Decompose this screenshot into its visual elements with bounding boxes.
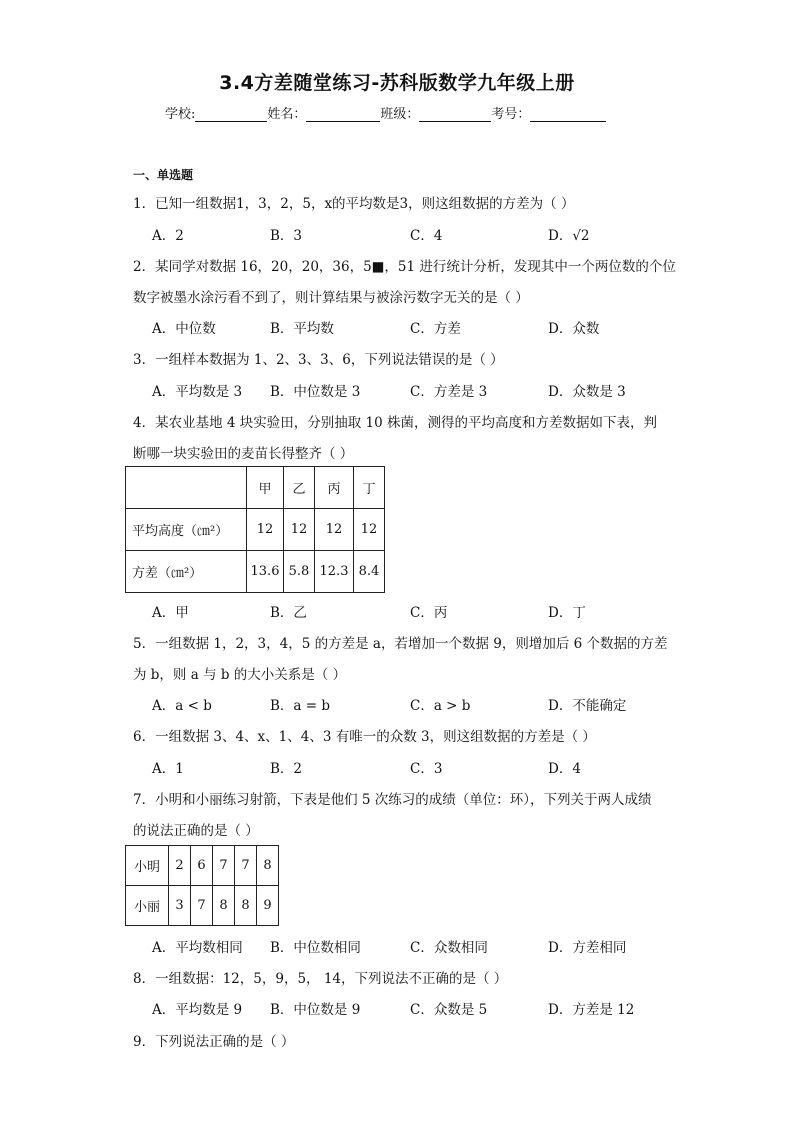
table-cell: 12.3 <box>315 551 354 593</box>
option-b: B．平均数 <box>270 321 334 337</box>
question-3: 3．一组样本数据为 1、2、3、3、6，下列说法错误的是（ ） <box>133 352 504 368</box>
option-c: C．方差 <box>410 321 461 337</box>
table-cell: 7 <box>213 846 235 886</box>
option-b: B．3 <box>270 228 303 244</box>
student-info-line <box>165 103 606 122</box>
option-a: A．2 <box>152 228 184 244</box>
table-cell: 12 <box>315 509 354 551</box>
section-heading: 一、单选题 <box>133 168 194 182</box>
table-row-label: 平均高度（㎝²） <box>126 509 247 551</box>
option-c: C．方差是 3 <box>410 384 488 400</box>
question-2-line-1: 2．某同学对数据 16，20，20，36，5■，51 进行统计分析，发现其中一个两位数的个位 <box>133 259 676 275</box>
table-header-cell: 甲 <box>247 467 284 509</box>
table-cell <box>126 467 247 509</box>
table-row <box>126 846 279 886</box>
question-7-line-1: 7．小明和小丽练习射箭，下表是他们 5 次练习的成绩（单位：环），下列关于两人成绩 <box>133 792 652 808</box>
table-cell: 9 <box>257 886 279 926</box>
option-d: D．丁 <box>548 605 586 621</box>
table-cell: 8.4 <box>354 551 385 593</box>
option-a: A．a < b <box>152 698 212 714</box>
table-header-row <box>126 467 385 509</box>
question-8: 8．一组数据：12，5，9，5， 14，下列说法不正确的是（ ） <box>133 971 508 987</box>
question-7-line-2: 的说法正确的是（ ） <box>133 823 259 839</box>
option-a: A．平均数是 9 <box>152 1002 243 1018</box>
option-d: D．方差是 12 <box>548 1002 635 1018</box>
option-a: A．1 <box>152 761 184 777</box>
table-cell: 7 <box>191 886 213 926</box>
table-cell: 12 <box>284 509 315 551</box>
option-c: C．3 <box>410 761 443 777</box>
question-4-line-1: 4．某农业基地 4 块实验田，分别抽取 10 株菌，测得的平均高度和方差数据如下表，判 <box>133 415 658 431</box>
question-5-line-2: 为 b，则 a 与 b 的大小关系是（ ） <box>133 667 347 683</box>
option-d: D．不能确定 <box>548 698 627 714</box>
table-cell: 8 <box>235 886 257 926</box>
table-header-cell: 丙 <box>315 467 354 509</box>
option-b: B．中位数相同 <box>270 940 361 956</box>
exam-no-blank[interactable] <box>530 107 606 122</box>
name-label: 姓名： <box>267 107 307 122</box>
option-b: B．中位数是 9 <box>270 1002 361 1018</box>
option-a: A．平均数相同 <box>152 940 243 956</box>
exam-no-label: 考号： <box>491 107 531 122</box>
table-header-cell: 乙 <box>284 467 315 509</box>
option-d: D．众数 <box>548 321 600 337</box>
table-cell: 13.6 <box>247 551 284 593</box>
table-cell: 7 <box>235 846 257 886</box>
question-5-line-1: 5．一组数据 1，2，3，4，5 的方差是 a，若增加一个数据 9，则增加后 6 个数据的方差 <box>133 636 668 652</box>
table-row-label: 小丽 <box>126 886 169 926</box>
table-cell: 2 <box>169 846 191 886</box>
question-7-table <box>125 845 279 926</box>
option-d: D．√2 <box>548 228 590 244</box>
question-2-line-2: 数字被墨水涂污看不到了，则计算结果与被涂污数字无关的是（ ） <box>133 290 529 306</box>
page-title: 3.4方差随堂练习-苏科版数学九年级上册 <box>219 72 575 94</box>
option-c: C．4 <box>410 228 443 244</box>
table-row-label: 小明 <box>126 846 169 886</box>
table-header-cell: 丁 <box>354 467 385 509</box>
option-b: B．中位数是 3 <box>270 384 361 400</box>
table-cell: 5.8 <box>284 551 315 593</box>
class-blank[interactable] <box>419 107 491 122</box>
option-c: C．众数相同 <box>410 940 488 956</box>
question-9: 9．下列说法正确的是（ ） <box>133 1034 295 1050</box>
table-cell: 12 <box>354 509 385 551</box>
question-6: 6．一组数据 3、4、x、1、4、3 有唯一的众数 3，则这组数据的方差是（ ） <box>133 729 596 745</box>
option-c: C．丙 <box>410 605 448 621</box>
table-row <box>126 886 279 926</box>
option-b: B．2 <box>270 761 303 777</box>
class-label: 班级： <box>380 107 420 122</box>
table-row <box>126 509 385 551</box>
table-cell: 8 <box>257 846 279 886</box>
school-label: 学校: <box>165 107 196 122</box>
option-b: B．a = b <box>270 698 331 714</box>
table-cell: 6 <box>191 846 213 886</box>
option-a: A．平均数是 3 <box>152 384 243 400</box>
table-row-label: 方差（㎝²） <box>126 551 247 593</box>
school-blank[interactable] <box>195 107 267 122</box>
question-4-table <box>125 466 385 593</box>
table-cell: 12 <box>247 509 284 551</box>
option-d: D．4 <box>548 761 581 777</box>
option-c: C．众数是 5 <box>410 1002 488 1018</box>
question-4-line-2: 断哪一块实验田的麦苗长得整齐（ ） <box>133 446 354 462</box>
table-cell: 3 <box>169 886 191 926</box>
option-d: D．方差相同 <box>548 940 627 956</box>
option-d: D．众数是 3 <box>548 384 626 400</box>
name-blank[interactable] <box>306 107 380 122</box>
option-a: A．中位数 <box>152 321 216 337</box>
table-cell: 8 <box>213 886 235 926</box>
question-1: 1．已知一组数据1，3，2，5，x的平均数是3，则这组数据的方差为（ ） <box>133 196 575 212</box>
option-b: B．乙 <box>270 605 307 621</box>
table-row <box>126 551 385 593</box>
option-c: C．a > b <box>410 698 471 714</box>
option-a: A．甲 <box>152 605 189 621</box>
